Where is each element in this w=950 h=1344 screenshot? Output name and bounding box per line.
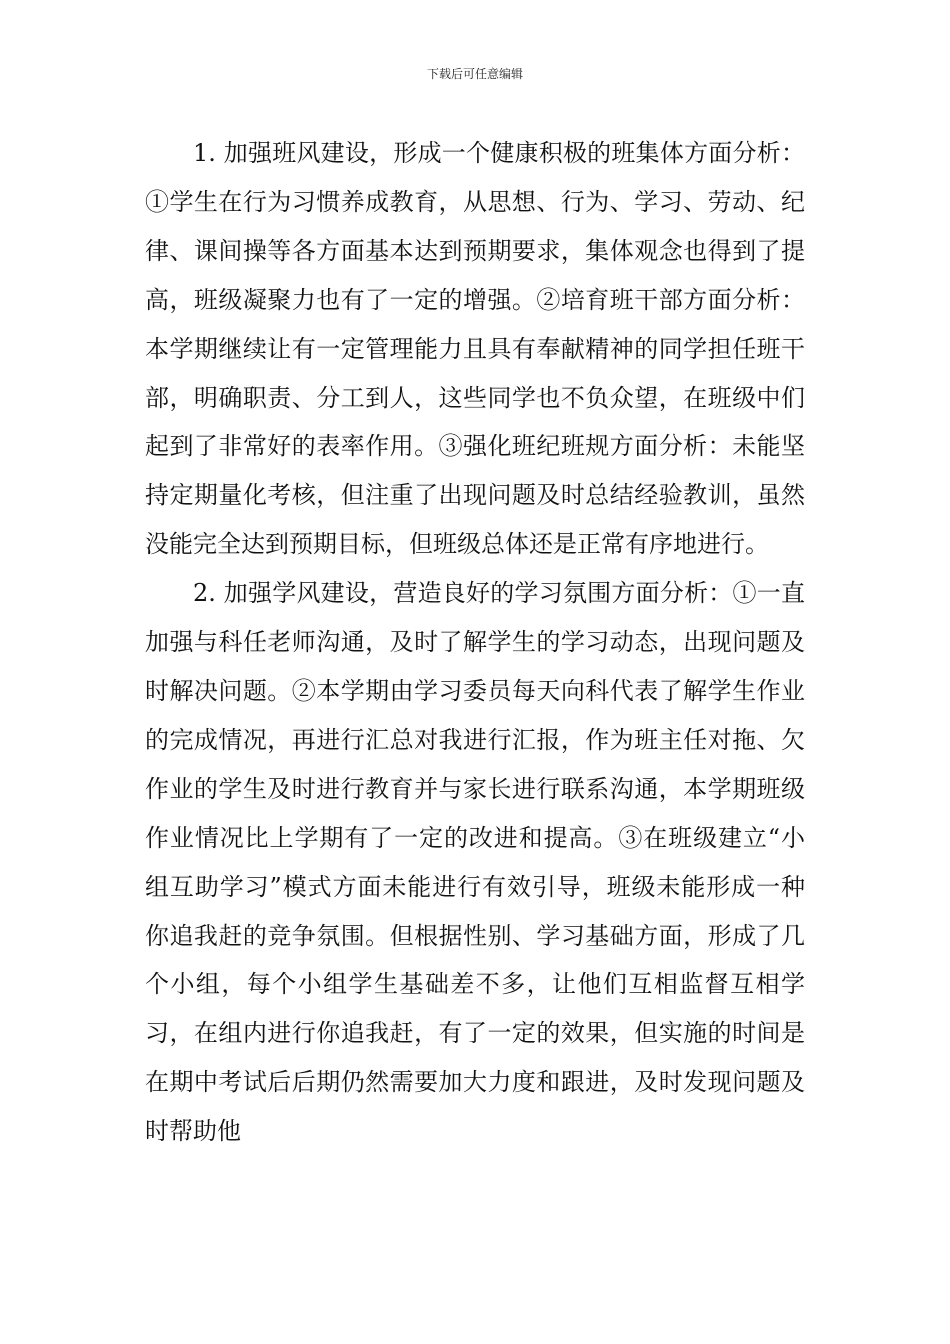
- page-header: 下载后可任意编辑: [426, 67, 523, 81]
- paragraph-study-atmosphere: 2. 加强学风建设，营造良好的学习氛围方面分析：①一直加强与科任老师沟通，及时了解学生的学习动态，出现问题及时解决问题。②本学期由学习委员每天向科代表了解学生作业的完成情况，再进行汇总对我进行汇报，作为班主任对拖、欠作业的学生及时进行教育并与家长进行联系沟通，本学期班级作业情况比上学期有了一定的改进和提高。③在班级建立“小组互助学习”模式方面未能进行有效引导，班级未能形成一种你追我赶的竞争氛围。但根据性别、学习基础方面，形成了几个小组，每个小组学生基础差不多，让他们互相监督互相学习，在组内进行你追我赶，有了一定的效果，但实施的时间是在期中考试后后期仍然需要加大力度和跟进，及时发现问题及时帮助他: [145, 579, 805, 1146]
- document-body: [145, 129, 805, 1156]
- paragraph-class-atmosphere: 1. 加强班风建设，形成一个健康积极的班集体方面分析：①学生在行为习惯养成教育，从思想、行为、学习、劳动、纪律、课间操等各方面基本达到预期要求，集体观念也得到了提高，班级凝聚力也有了一定的增强。②培育班干部方面分析：本学期继续让有一定管理能力且具有奉献精神的同学担任班干部，明确职责、分工到人，这些同学也不负众望，在班级中们起到了非常好的表率作用。③强化班纪班规方面分析：未能坚持定期量化考核，但注重了出现问题及时总结经验教训，虽然没能完全达到预期目标，但班级总体还是正常有序地进行。: [145, 139, 805, 559]
